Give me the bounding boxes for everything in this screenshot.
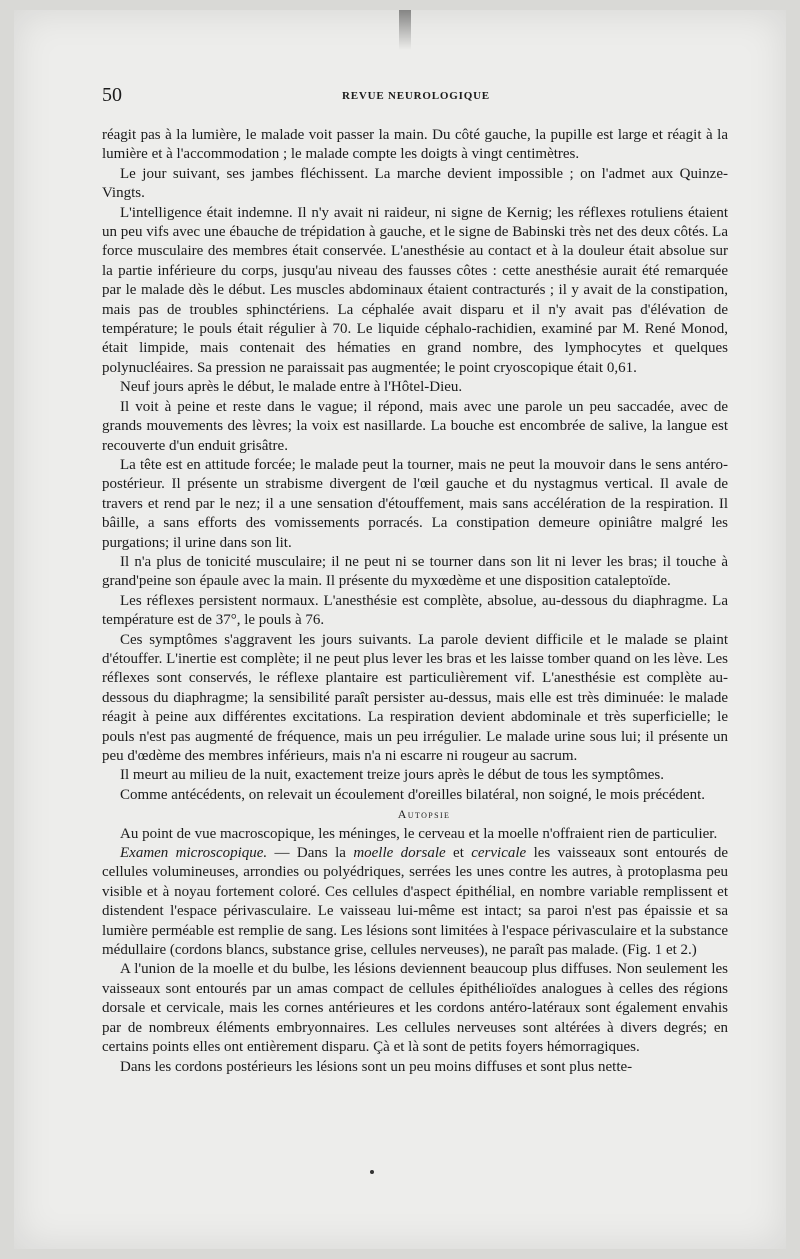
text-span: — Dans la: [267, 845, 354, 862]
paragraph: Le jour suivant, ses jambes fléchissent. La marche devient impossible ; on l'admet aux Quinze-Vingts.: [102, 165, 728, 202]
page-number: 50: [102, 84, 122, 106]
ink-spot: [370, 1170, 374, 1174]
paragraph: Il voit à peine et reste dans le vague; il répond, mais avec une parole un peu saccadée, avec de grands mouvements des lèvres; la voix est nasillarde. La bouche est encombrée de salive, la langue est recouverte d'un enduit grisâtre.: [102, 398, 728, 454]
scanned-page: [14, 10, 786, 1249]
binding-mark: [399, 10, 411, 50]
italic-term: moelle dorsale: [353, 845, 446, 862]
paragraph: Ces symptômes s'aggravent les jours suivants. La parole devient difficile et le malade se plaint d'étouffer. L'inertie est complète; il ne peut plus lever les bras et les laisse tomber quand on les lève. Les réflexes sont conservés, le réflexe plantaire est particulièrement vif. L'anesthésie est complète au-dessous du diaphragme; la sensibilité paraît persister au-dessus, mais elle est très diminuée: le malade réagit à peine aux différentes excitations. La respiration devient abdominale et très superficielle; le pouls n'est pas augmenté de fréquence, mais un peu irrégulier. Le malade urine sous lui; il présente un peu d'œdème des membres inférieurs, mais n'a ni escarre ni rougeur au sacrum.: [102, 631, 728, 764]
paragraph: A l'union de la moelle et du bulbe, les lésions deviennent beaucoup plus diffuses. Non seulement les vaisseaux sont entourés par un amas compact de cellules épithélioïdes analogues à celles des régions dorsale et cervicale, mais les cornes antérieures et les cordons antéro-latéraux sont également envahis par de nombreux éléments embryonnaires. Les cellules nerveuses sont altérées à divers degrés; en certains points elles ont entièrement disparu. Çà et là sont de petits foyers hémorragiques.: [102, 961, 728, 1056]
text-span: les vaisseaux sont entourés de cellules volumineuses, arrondies ou polyédriques, serrées les unes contre les autres, à protoplasma peu visible et à noyau fortement coloré. Ces cellules d'aspect épithélial, en nombre variable remplissent et distendent l'espace périvasculaire. Le vaisseau lui-même est intact; sa paroi n'est pas épaissie et sa lumière perméable est remplie de sang. Les lésions sont limitées à l'espace périvasculaire et la substance médullaire (cordons blancs, substance grise, cellules nerveuses), ne paraît pas malade. (Fig. 1 et 2.): [102, 845, 728, 959]
paragraph: Les réflexes persistent normaux. L'anesthésie est complète, absolue, au-dessous du diaphragme. La température est de 37°, le pouls à 76.: [102, 592, 728, 629]
paragraph: réagit pas à la lumière, le malade voit passer la main. Du côté gauche, la pupille est large et réagit à la lumière et à l'accommodation ; le malade compte les doigts à vingt centimètres.: [102, 127, 728, 163]
paragraph: Dans les cordons postérieurs les lésions sont un peu moins diffuses et sont plus nette-: [120, 1058, 633, 1075]
paragraph: Il n'a plus de tonicité musculaire; il ne peut ni se tourner dans son lit ni lever les bras; il touche à grand'peine son épaule avec la main. Il présente du myxœdème et une disposition cataleptoïde.: [102, 553, 728, 590]
paragraph: La tête est en attitude forcée; le malade peut la tourner, mais ne peut la mouvoir dans le sens antéro-postérieur. Il présente un strabisme divergent de l'œil gauche et du nystagmus vertical. Il avale de travers et rend par le nez; il a une sensation d'étouffement, mais sans accélération de la respiration. Il bâille, a sans efforts des vomissements porracés. La constipation demeure opiniâtre malgré les purgations; il urine dans son lit.: [102, 456, 728, 551]
section-heading: Autopsie: [397, 807, 451, 822]
article-body: [102, 126, 728, 1077]
text-span: et: [445, 845, 472, 862]
microscopic-label: Examen microscopique.: [120, 845, 268, 862]
paragraph-microscopic: [102, 844, 728, 960]
italic-term: cervicale: [471, 845, 527, 862]
paragraph: Au point de vue macroscopique, les méninges, le cerveau et la moelle n'offraient rien de particulier.: [120, 825, 718, 842]
paragraph: Il meurt au milieu de la nuit, exactement treize jours après le début de tous les symptômes.: [120, 767, 665, 784]
page-header: [102, 84, 732, 106]
paragraph: L'intelligence était indemne. Il n'y avait ni raideur, ni signe de Kernig; les réflexes rotuliens étaient un peu vifs avec une ébauche de trépidation à gauche, et le signe de Babinski très net des deux côtés. La force musculaire des membres était conservée. L'anesthésie au contact et à la douleur était absolue sur la partie inférieure du corps, jusqu'au niveau des fausses côtes : cette anesthésie aurait été remarquée par le malade dès le début. Les muscles abdominaux étaient contracturés ; il y avait de la constipation, mais pas de troubles sphinctériens. La céphalée avait disparu et il n'y avait pas d'élévation de température; le pouls était régulier à 70. Le liquide céphalo-rachidien, examiné par M. René Monod, était limpide, mais contenait des hématies en grand nombre, des lymphocytes et quelques polynucléaires. Sa pression ne paraissait pas augmentée; le point cryoscopique était 0,61.: [102, 204, 728, 376]
paragraph: Comme antécédents, on relevait un écoulement d'oreilles bilatéral, non soigné, le mois précédent.: [120, 786, 706, 803]
running-head: REVUE NEUROLOGIQUE: [342, 90, 490, 102]
paragraph: Neuf jours après le début, le malade entre à l'Hôtel-Dieu.: [120, 379, 463, 396]
